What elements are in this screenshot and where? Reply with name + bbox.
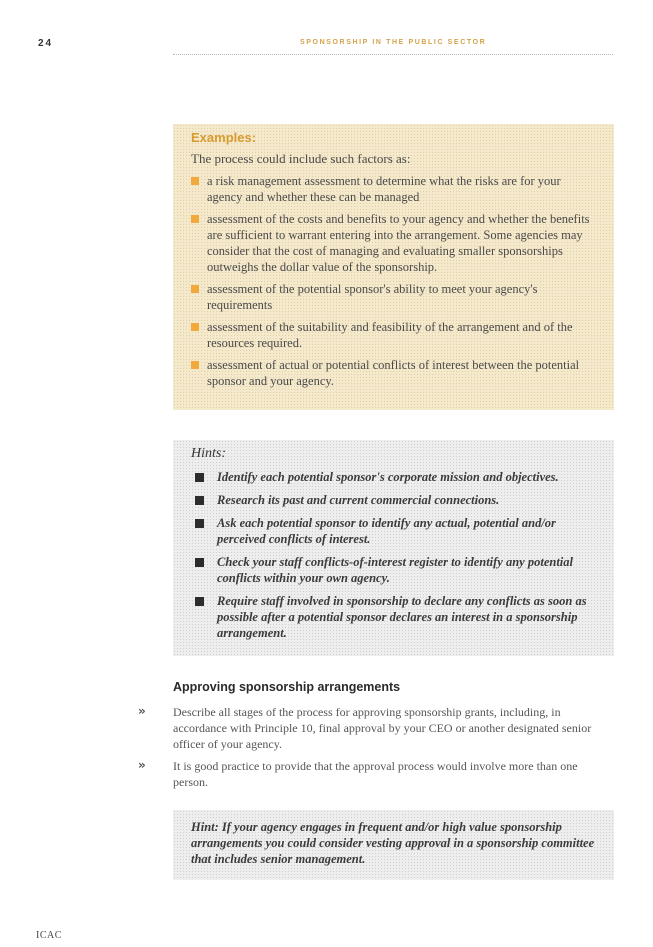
list-item bbox=[191, 554, 596, 586]
list-item-text: Research its past and current commercial connections. bbox=[217, 493, 500, 507]
dark-square-bullet-icon bbox=[195, 473, 204, 482]
section-heading: Approving sponsorship arrangements bbox=[173, 680, 401, 694]
list-item bbox=[191, 593, 596, 641]
list-item-text: assessment of the potential sponsor's ability to meet your agency's requirements bbox=[207, 282, 538, 312]
list-item-text: Identify each potential sponsor's corporate mission and objectives. bbox=[217, 470, 559, 484]
hints-box bbox=[173, 440, 614, 656]
list-item-text: assessment of the costs and benefits to your agency and whether the benefits are sufficient to warrant entering into the arrangement. Some agencies may consider that the cost of managing and evaluating smaller sponsorships outweighs the dollar value of the sponsorship. bbox=[207, 212, 590, 274]
list-item-text: assessment of the suitability and feasibility of the arrangement and of the resources required. bbox=[207, 320, 573, 350]
double-chevron-icon: » bbox=[138, 704, 143, 718]
list-item bbox=[191, 492, 596, 508]
list-item-text: assessment of actual or potential conflicts of interest between the potential sponsor and your agency. bbox=[207, 358, 580, 388]
list-item bbox=[191, 319, 596, 351]
list-item bbox=[191, 357, 596, 389]
examples-intro: The process could include such factors as: bbox=[191, 151, 411, 166]
dark-square-bullet-icon bbox=[195, 597, 204, 606]
body-paragraph: It is good practice to provide that the approval process would involve more than one person. bbox=[173, 759, 578, 789]
running-title: SPONSORSHIP IN THE PUBLIC SECTOR bbox=[300, 39, 487, 46]
list-item-text: a risk management assessment to determine what the risks are for your agency and whether these can be managed bbox=[207, 174, 561, 204]
hints-heading: Hints: bbox=[191, 446, 226, 461]
double-chevron-icon: » bbox=[138, 758, 143, 772]
examples-heading: Examples: bbox=[191, 130, 257, 145]
examples-list bbox=[191, 173, 596, 389]
list-item bbox=[191, 469, 596, 485]
list-item-text: Ask each potential sponsor to identify any actual, potential and/or perceived conflicts of interest. bbox=[217, 516, 556, 546]
orange-square-bullet-icon bbox=[191, 323, 199, 331]
list-item-text: Check your staff conflicts-of-interest register to identify any potential conflicts within your own agency. bbox=[217, 555, 573, 585]
orange-square-bullet-icon bbox=[191, 215, 199, 223]
list-item bbox=[191, 515, 596, 547]
dark-square-bullet-icon bbox=[195, 558, 204, 567]
body-paragraph: Describe all stages of the process for approving sponsorship grants, including, in accordance with Principle 10, final approval by your CEO or another designated senior officer of your agency. bbox=[173, 705, 592, 751]
list-item-text: Require staff involved in sponsorship to declare any conflicts as soon as possible after a potential sponsor declares an interest in a sponsorship arrangement. bbox=[217, 594, 587, 640]
orange-square-bullet-icon bbox=[191, 177, 199, 185]
page-number: 24 bbox=[38, 38, 54, 49]
hint-text: Hint: If your agency engages in frequent and/or high value sponsorship arrangements you could consider vesting approval in a sponsorship committee that includes senior management. bbox=[191, 820, 595, 866]
footer-logo-text: ICAC bbox=[36, 930, 62, 941]
hint-box bbox=[173, 810, 614, 880]
orange-square-bullet-icon bbox=[191, 361, 199, 369]
list-item bbox=[191, 173, 596, 205]
hints-list bbox=[191, 469, 596, 641]
dark-square-bullet-icon bbox=[195, 519, 204, 528]
examples-box bbox=[173, 124, 614, 410]
orange-square-bullet-icon bbox=[191, 285, 199, 293]
list-item bbox=[191, 281, 596, 313]
dark-square-bullet-icon bbox=[195, 496, 204, 505]
header-divider bbox=[173, 54, 613, 55]
list-item bbox=[191, 211, 596, 275]
